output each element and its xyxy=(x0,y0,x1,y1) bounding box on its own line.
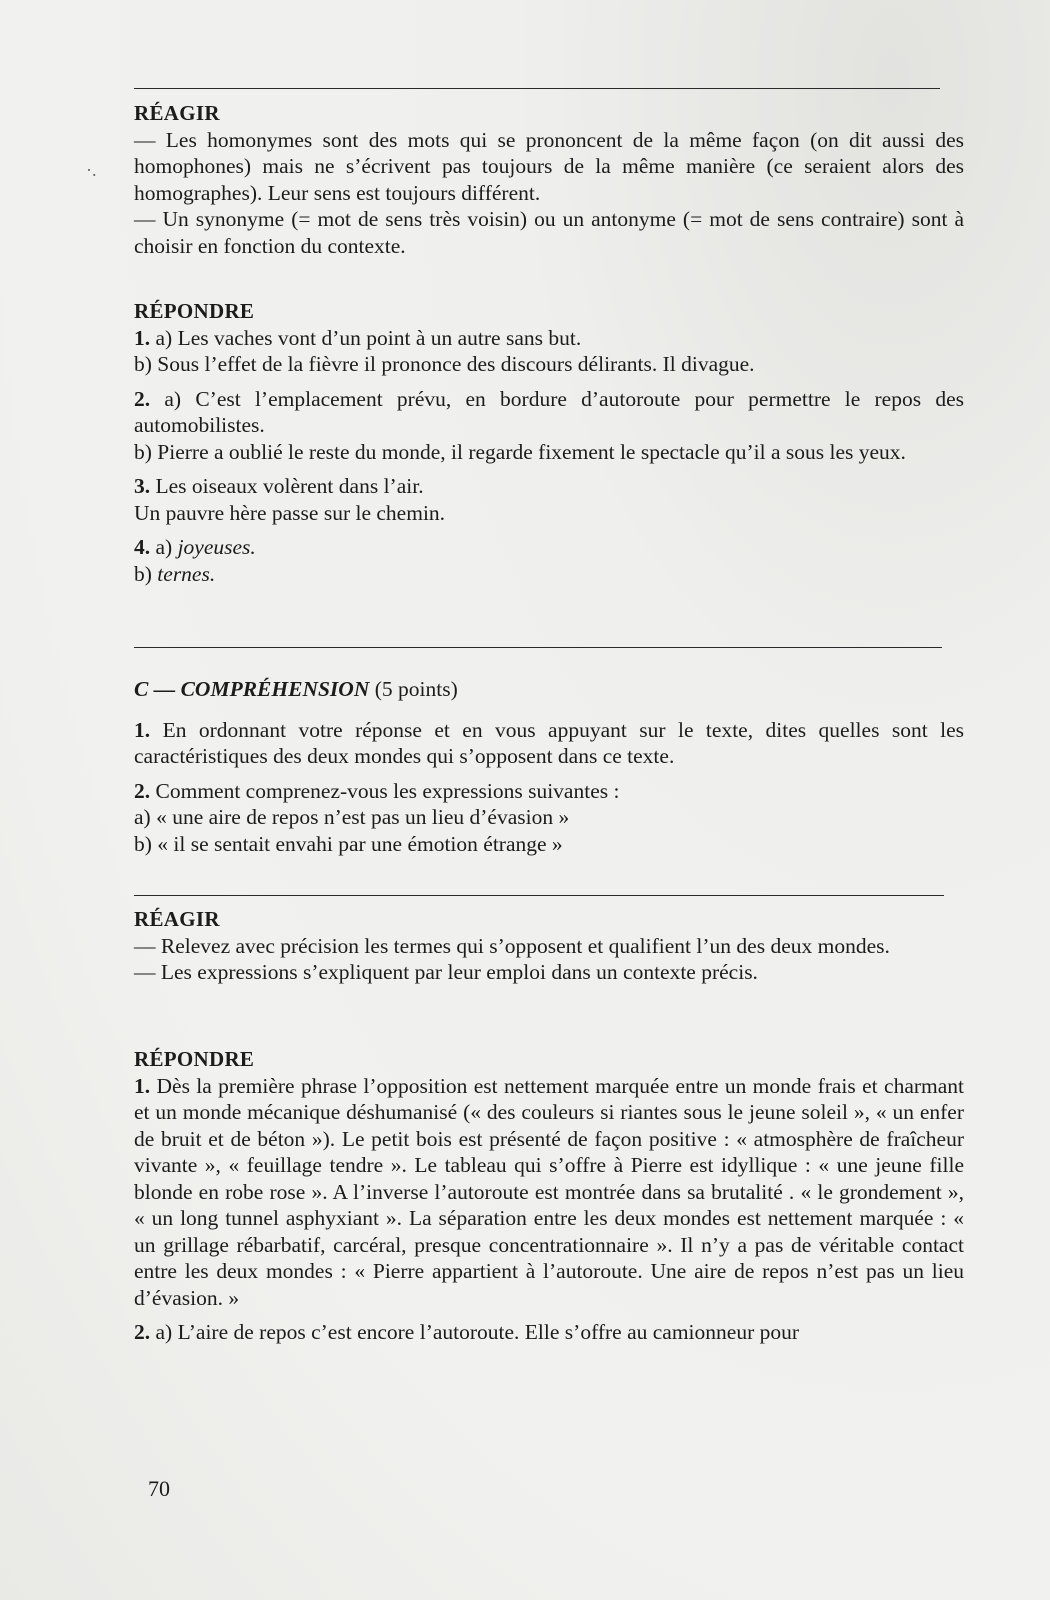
divider-top xyxy=(134,88,940,89)
answer-text: a) L’aire de repos c’est encore l’autoroute. Elle s’offre au camionneur pour xyxy=(155,1320,800,1344)
section-title-main: C — COMPRÉHENSION xyxy=(134,677,370,701)
item-number: 1. xyxy=(134,717,151,742)
answer-text: a) C’est l’emplacement prévu, en bordure d’autoroute pour permettre le repos des automobilistes. xyxy=(134,386,964,437)
paragraph: — Un synonyme (= mot de sens très voisin) ou un antonyme (= mot de sens contraire) sont à choisir en fonction du contexte. xyxy=(134,207,964,258)
answer-text: Un pauvre hère passe sur le chemin. xyxy=(134,500,446,525)
question xyxy=(134,778,964,805)
item-number: 3. xyxy=(134,474,151,498)
item-number: 4. xyxy=(134,535,151,559)
answer-text: b) Sous l’effet de la fièvre il prononce des discours délirants. Il divague. xyxy=(134,352,755,376)
answer-text: a) Les vaches vont d’un point à un autre sans but. xyxy=(155,325,582,350)
answer-word: joyeuses. xyxy=(177,535,256,559)
question-text: En ordonnant votre réponse et en vous appuyant sur le texte, dites quelles sont les caractéristiques des deux mondes qui s’opposent dans ce texte. xyxy=(134,717,965,768)
answer-prefix: b) xyxy=(134,561,152,586)
paragraph: — Les homonymes sont des mots qui se prononcent de la même façon (on dit aussi des homophones) mais ne s’écrivent pas toujours de la même manière (ce seraient alors des homographes). Leur sens est toujours différent. xyxy=(134,127,964,205)
answer-word: ternes. xyxy=(157,561,216,586)
answer-text: Dès la première phrase l’opposition est nettement marquée entre un monde frais et charmant et un monde mécanique déshumanisé (« des couleurs si riantes sous le jeune soleil », « un enfer de bruit et de béton »). Le petit bois est présenté de façon positive : « atmosphère de fraîcheur vivante », « feuillage tendre ». Le tableau qui s’offre à Pierre est idyllique : « une jeune fille blonde en robe rose ». A l’inverse l’autoroute est montrée dans sa brutalité . « le grondement », « un long tunnel asphyxiant ». La séparation entre les deux mondes est nettement marquée : « un grillage rébarbatif, carcéral, presque concentrationnaire ». Il n’y a pas de véritable contact entre les deux mondes : « Pierre appartient à l’autoroute. Une aire de repos n’est pas un lieu d’évasion. » xyxy=(134,1073,965,1310)
section-title xyxy=(134,676,964,703)
answer-paragraph xyxy=(134,1319,964,1346)
answer-text: b) Pierre a oublié le reste du monde, il regarde fixement le spectacle qu’il a sous les yeux. xyxy=(134,439,906,464)
section-repondre-1 xyxy=(134,298,964,587)
divider-lower xyxy=(134,895,944,896)
margin-mark: ·. xyxy=(86,160,97,180)
answer-paragraph xyxy=(134,1073,964,1312)
answer-item xyxy=(134,534,964,561)
question-text: Comment comprenez-vous les expressions suivantes : xyxy=(155,778,620,803)
page-number: 70 xyxy=(148,1476,170,1501)
item-number: 2. xyxy=(134,386,151,411)
item-number: 2. xyxy=(134,1320,151,1344)
item-number: 1. xyxy=(134,325,151,350)
answer-item xyxy=(134,386,964,439)
answer-item xyxy=(134,473,964,500)
question-subitem: b) « il se sentait envahi par une émotion étrange » xyxy=(134,831,563,856)
section-heading: RÉAGIR xyxy=(134,101,220,125)
divider-middle xyxy=(134,647,942,648)
section-repondre-2 xyxy=(134,1046,964,1346)
question-subitem: a) « une aire de repos n’est pas un lieu d’évasion » xyxy=(134,805,570,829)
answer-item xyxy=(134,325,964,352)
answer-text: Les oiseaux volèrent dans l’air. xyxy=(155,474,424,498)
item-number: 1. xyxy=(134,1073,151,1098)
section-reagir-1 xyxy=(134,100,964,259)
paragraph: — Les expressions s’expliquent par leur emploi dans un contexte précis. xyxy=(134,960,758,984)
paragraph: — Relevez avec précision les termes qui s’opposent et qualifient l’un des deux mondes. xyxy=(134,933,890,958)
section-heading: RÉPONDRE xyxy=(134,299,255,323)
section-heading: RÉAGIR xyxy=(134,907,220,931)
section-comprehension xyxy=(134,676,964,857)
item-number: 2. xyxy=(134,778,151,803)
answer-item xyxy=(134,561,964,588)
section-reagir-2 xyxy=(134,906,964,986)
section-heading: RÉPONDRE xyxy=(134,1047,255,1071)
question xyxy=(134,717,964,770)
section-title-points: (5 points) xyxy=(374,677,458,701)
answer-prefix: a) xyxy=(155,535,173,559)
